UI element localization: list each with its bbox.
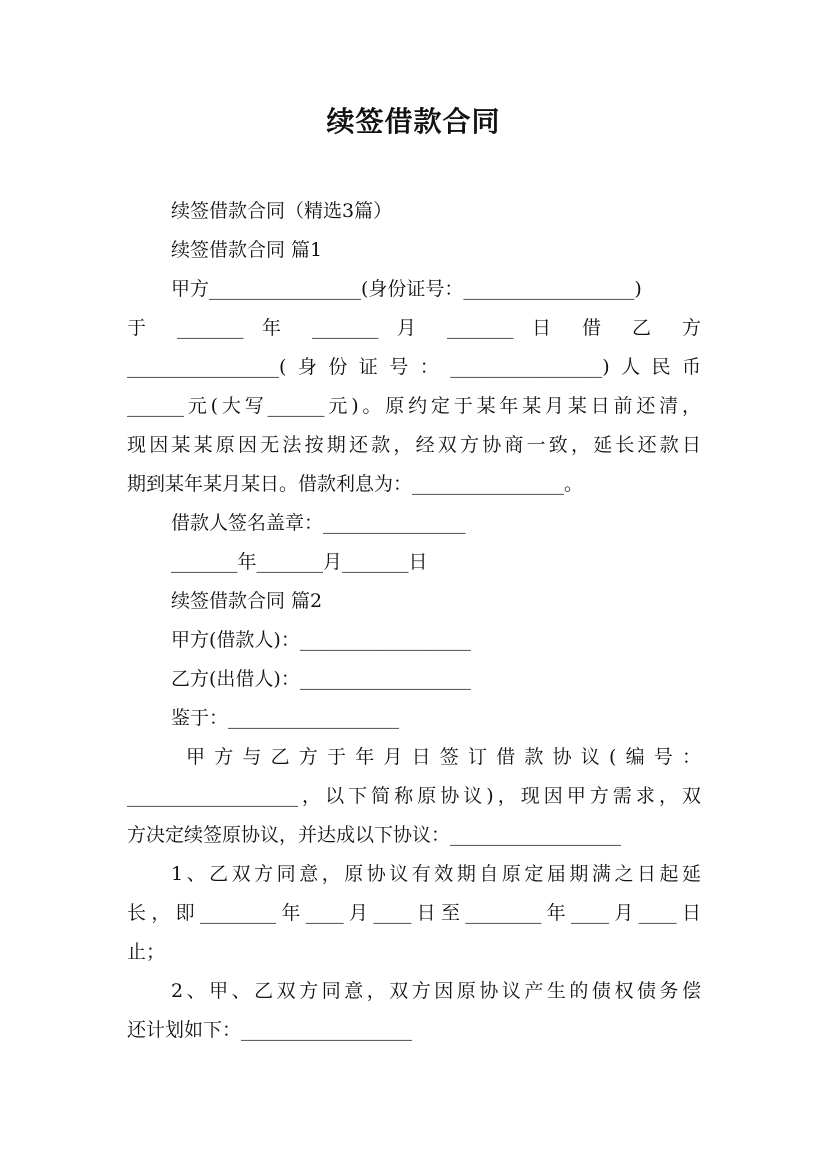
paragraph-line: 方决定续签原协议，并达成以下协议：__________________ [127, 824, 622, 846]
paragraph-line: __________________，以下简称原协议)，现因甲方需求，双 [127, 785, 701, 807]
whereas-line: 鉴于：__________________ [171, 707, 400, 729]
paragraph-line: ________________(身份证号：________________)人民币 [127, 356, 701, 378]
party-a-line: 甲方(借款人)：__________________ [171, 629, 471, 651]
paragraph-line: 甲方与乙方于年月日签订借款协议(编号： [186, 746, 701, 768]
subtitle: 续签借款合同（精选3篇） [171, 200, 393, 222]
party-b-line: 乙方(出借人)：__________________ [171, 668, 471, 690]
date-line: _______年_______月_______日 [171, 551, 428, 573]
clause-1-line: 止； [127, 941, 166, 963]
section-heading-2: 续签借款合同 篇2 [171, 590, 323, 612]
paragraph-line: ______元(大写______元)。原约定于某年某月某日前还清， [127, 395, 701, 417]
paragraph-line: 现因某某原因无法按期还款，经双方协商一致，延长还款日 [127, 434, 701, 456]
clause-1-line: 长，即________年____月____日至________年____月____日 [127, 902, 701, 924]
clause-2-line: 还计划如下：__________________ [127, 1019, 413, 1041]
signature-line: 借款人签名盖章：_______________ [171, 512, 466, 534]
paragraph-line: 甲方________________(身份证号：__________________) [171, 278, 642, 300]
section-heading-1: 续签借款合同 篇1 [171, 239, 323, 261]
paragraph-line: 期到某年某月某日。借款利息为：________________。 [127, 473, 584, 495]
paragraph-line: 于 _______ 年 _______ 月 _______ 日 借 乙 方 [127, 317, 701, 339]
clause-1-line: 1、乙双方同意，原协议有效期自原定届期满之日起延 [171, 863, 701, 885]
document-title: 续签借款合同 [326, 105, 501, 138]
clause-2-line: 2、甲、乙双方同意，双方因原协议产生的债权债务偿 [171, 980, 701, 1002]
